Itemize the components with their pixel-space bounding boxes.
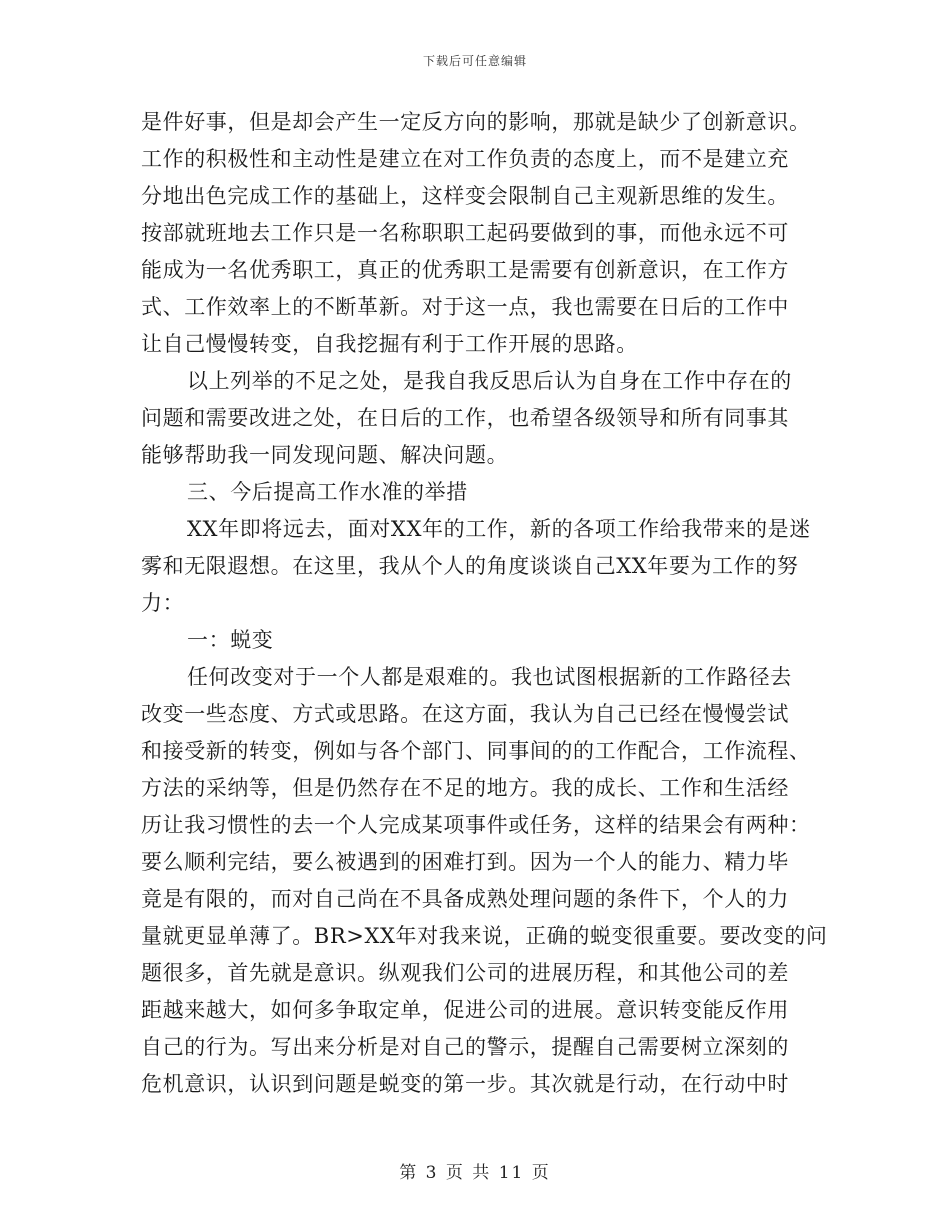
page-header: 下载后可任意编辑 <box>422 54 527 68</box>
text-line: 问题和需要改进之处，在日后的工作，也希望各级领导和所有同事其 <box>141 406 789 430</box>
document-body <box>141 104 828 1103</box>
text-line: 方法的采纳等，但是仍然存在不足的地方。我的成长、工作和生活经 <box>141 776 789 800</box>
text-line: 要么顺利完结，要么被遇到的困难打到。因为一个人的能力、精力毕 <box>141 850 789 874</box>
text-line: 距越来越大，如何多争取定单，促进公司的进展。意识转变能反作用 <box>141 998 789 1022</box>
text-line: 题很多，首先就是意识。纵观我们公司的进展历程，和其他公司的差 <box>141 961 789 985</box>
text-line: 工作的积极性和主动性是建立在对工作负责的态度上，而不是建立充 <box>141 147 789 171</box>
page-number-footer: 第 3 页 共 11 页 <box>399 1163 551 1183</box>
text-line: 自己的行为。写出来分析是对自己的警示，提醒自己需要树立深刻的 <box>141 1035 789 1059</box>
text-line: 能够帮助我一同发现问题、解决问题。 <box>141 443 509 467</box>
paragraph-start-line: 任何改变对于一个人都是艰难的。我也试图根据新的工作路径去 <box>187 665 792 689</box>
text-line: 分地出色完成工作的基础上，这样变会限制自己主观新思维的发生。 <box>141 184 789 208</box>
text-line: 力： <box>141 591 185 615</box>
text-line: 能成为一名优秀职工，真正的优秀职工是需要有创新意识，在工作方 <box>141 258 789 282</box>
text-line: 按部就班地去工作只是一名称职职工起码要做到的事，而他永远不可 <box>141 221 789 245</box>
text-line: 式、工作效率上的不断革新。对于这一点，我也需要在日后的工作中 <box>141 295 789 319</box>
text-line: 雾和无限遐想。在这里，我从个人的角度谈谈自己XX年要为工作的努 <box>141 554 799 578</box>
text-line: 和接受新的转变，例如与各个部门、同事间的的工作配合，工作流程、 <box>141 739 811 763</box>
text-line: 改变一些态度、方式或思路。在这方面，我认为自己已经在慢慢尝试 <box>141 702 789 726</box>
paragraph-start-line: 以上列举的不足之处，是我自我反思后认为自身在工作中存在的 <box>187 369 792 393</box>
text-line: 危机意识，认识到问题是蜕变的第一步。其次就是行动，在行动中时 <box>141 1072 789 1096</box>
section-heading: 三、今后提高工作水准的举措 <box>187 480 468 504</box>
text-line: 让自己慢慢转变，自我挖掘有利于工作开展的思路。 <box>141 332 638 356</box>
subsection-heading: 一：蜕变 <box>187 628 274 652</box>
paragraph-start-line: XX年即将远去，面对XX年的工作，新的各项工作给我带来的是迷 <box>187 517 811 541</box>
text-line: 量就更显单薄了。BR>XX年对我来说，正确的蜕变很重要。要改变的问 <box>141 924 828 948</box>
text-line: 竟是有限的，而对自己尚在不具备成熟处理问题的条件下，个人的力 <box>141 887 789 911</box>
text-line: 历让我习惯性的去一个人完成某项事件或任务，这样的结果会有两种： <box>141 813 811 837</box>
text-line: 是件好事，但是却会产生一定反方向的影响，那就是缺少了创新意识。 <box>141 110 811 134</box>
